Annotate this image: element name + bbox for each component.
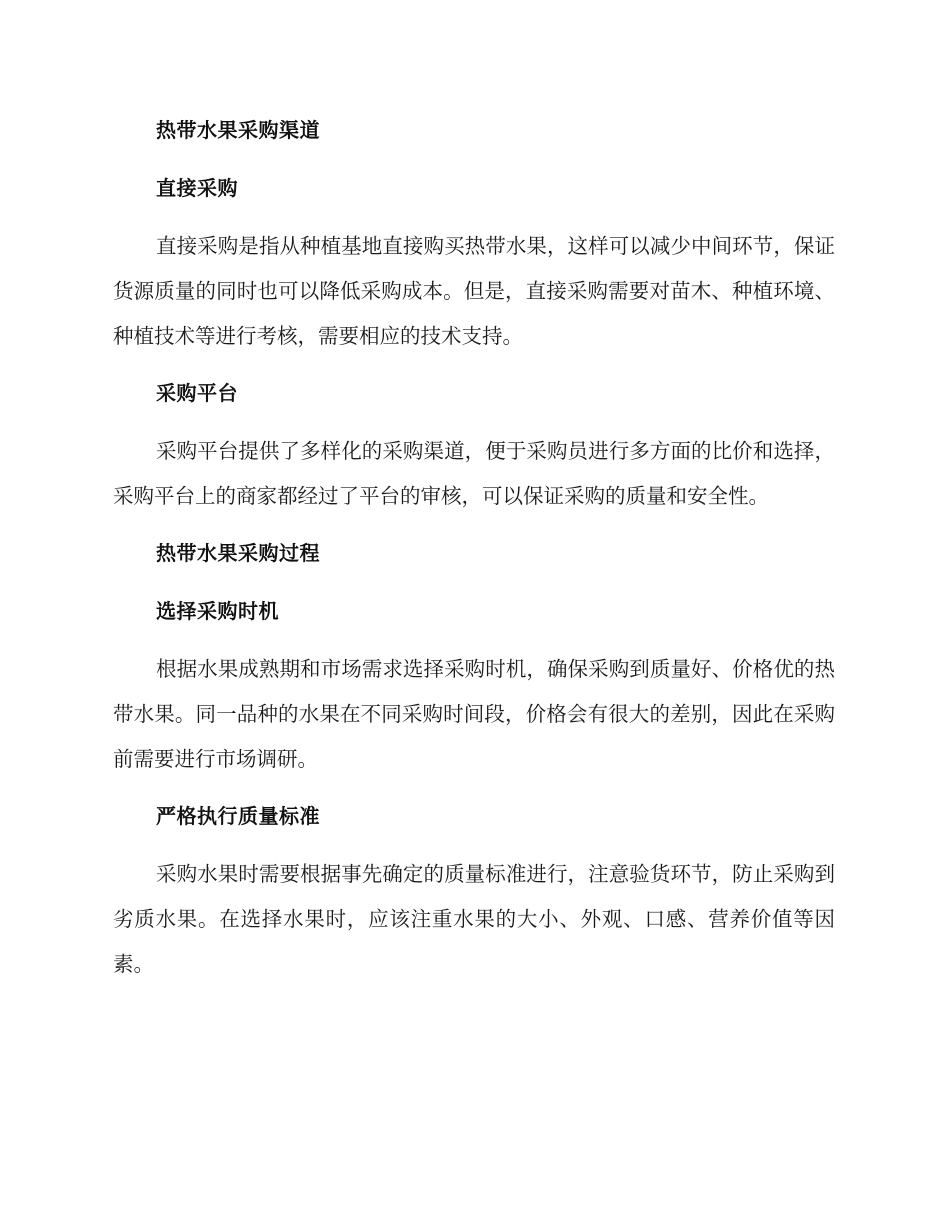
subheading-procurement-platform: 采购平台 <box>156 381 238 405</box>
section-heading-procurement-channels: 热带水果采购渠道 <box>156 118 320 142</box>
paragraph-timing: 根据水果成熟期和市场需求选择采购时机，确保采购到质量好、价格优的热带水果。同一品种的水果在不同采购时间段，价格会有很大的差别，因此在采购前需要进行市场调研。 <box>113 657 835 771</box>
document-body <box>113 108 835 999</box>
subheading-quality-standards: 严格执行质量标准 <box>156 804 320 828</box>
paragraph-quality-standards: 采购水果时需要根据事先确定的质量标准进行，注意验货环节，防止采购到劣质水果。在选择水果时，应该注重水果的大小、外观、口感、营养价值等因素。 <box>113 862 835 976</box>
subheading-timing: 选择采购时机 <box>156 599 279 623</box>
paragraph-procurement-platform: 采购平台提供了多样化的采购渠道，便于采购员进行多方面的比价和选择，采购平台上的商家都经过了平台的审核，可以保证采购的质量和安全性。 <box>113 439 835 508</box>
section-heading-procurement-process: 热带水果采购过程 <box>156 541 320 565</box>
paragraph-direct-procurement: 直接采购是指从种植基地直接购买热带水果，这样可以减少中间环节，保证货源质量的同时也可以降低采购成本。但是，直接采购需要对苗木、种植环境、种植技术等进行考核，需要相应的技术支持。 <box>113 234 835 348</box>
subheading-direct-procurement: 直接采购 <box>156 176 238 200</box>
